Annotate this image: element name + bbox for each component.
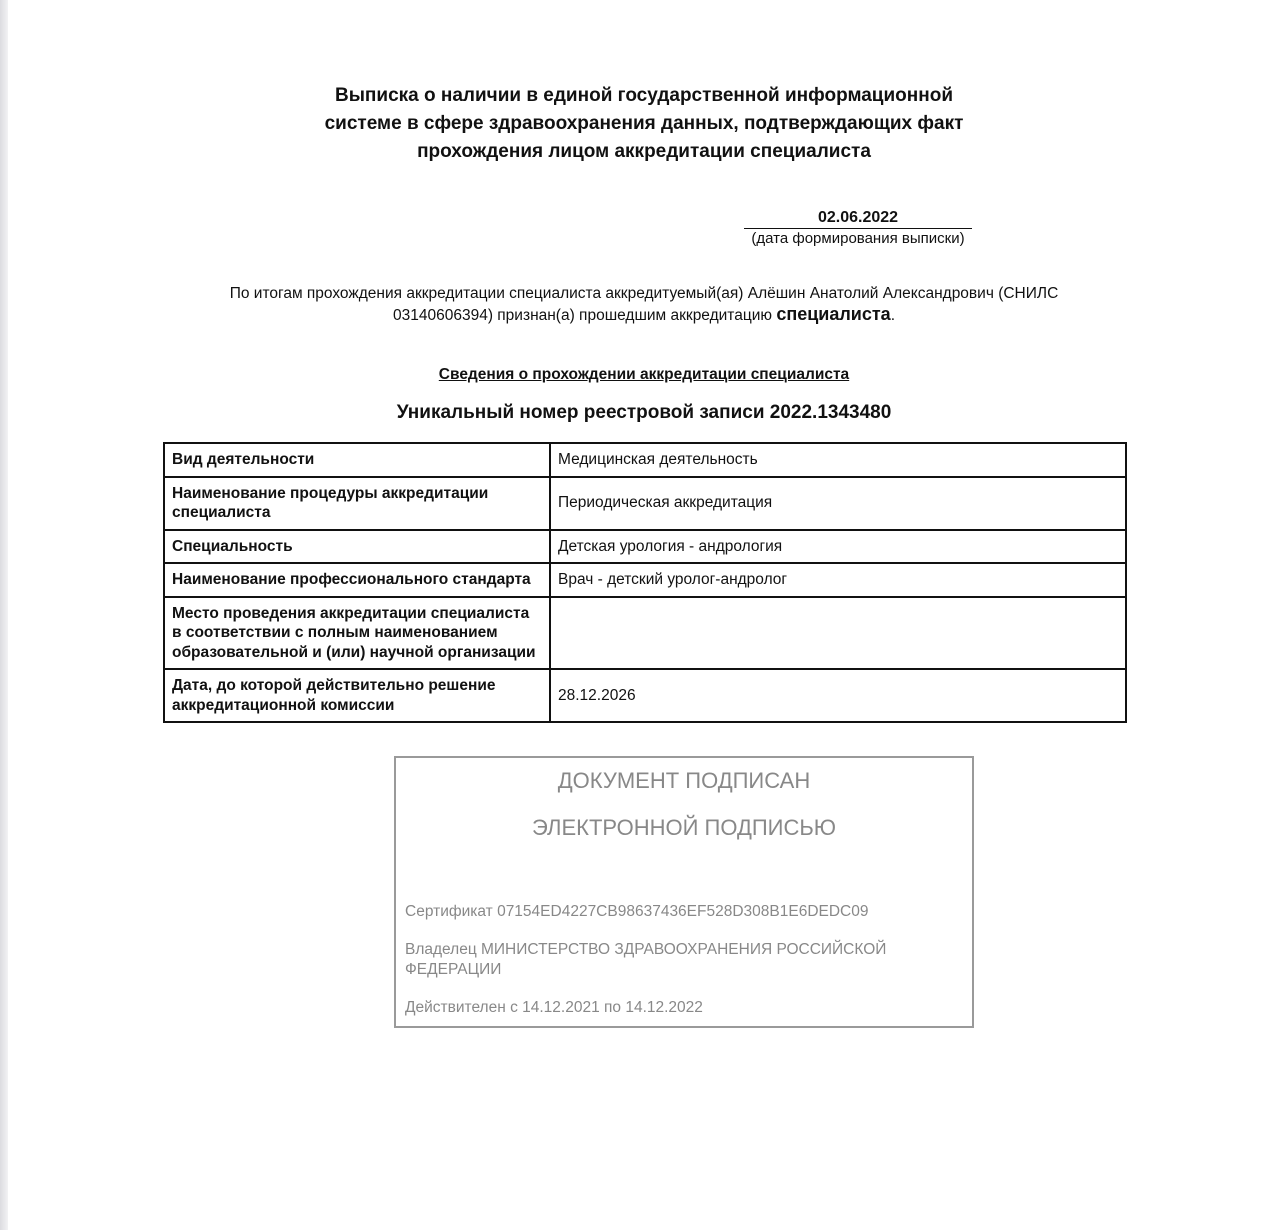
row-value: Медицинская деятельность [550,443,1126,477]
stamp-certificate: Сертификат 07154ED4227CB98637436EF528D308B1E6DEDC09 [405,903,869,920]
result-line-2-prefix: 03140606394) признан(а) прошедшим аккредитацию [393,307,777,324]
table-row [164,530,1126,564]
row-label: Наименование процедуры аккредитации специалиста [164,477,550,530]
title-line-3: прохождения лицом аккредитации специалиста [417,141,871,162]
row-value: 28.12.2026 [550,669,1126,722]
row-value: Периодическая аккредитация [550,477,1126,530]
table-row [164,597,1126,670]
table-row [164,563,1126,597]
row-label: Дата, до которой действительно решение аккредитационной комиссии [164,669,550,722]
date-block [740,208,976,249]
registry-number: Уникальный номер реестровой записи 2022.1343480 [396,402,892,423]
row-value [550,597,1126,670]
table-row [164,477,1126,530]
page-edge [0,0,8,1230]
result-line-1: По итогам прохождения аккредитации специалиста аккредитуемый(ая) Алёшин Анатолий Александрович (СНИЛС [229,285,1059,302]
row-label: Специальность [164,530,550,564]
document-page [8,0,1280,1230]
table-row [164,443,1126,477]
row-label: Наименование профессионального стандарта [164,563,550,597]
stamp-heading-2: ЭЛЕКТРОННОЙ ПОДПИСЬЮ [531,815,837,840]
row-label: Вид деятельности [164,443,550,477]
row-label: Место проведения аккредитации специалиста в соответствии с полным наименованием образовательной и (или) научной организации [164,597,550,670]
issue-date: 02.06.2022 [744,208,972,229]
document-title [8,82,1280,166]
result-line-2 [8,304,1280,326]
row-value: Детская урология - андрология [550,530,1126,564]
issue-date-caption: (дата формирования выписки) [751,230,965,247]
stamp-validity: Действителен с 14.12.2021 по 14.12.2022 [405,999,703,1016]
table-row [164,669,1126,722]
accreditation-table [163,442,1127,723]
row-value: Врач - детский уролог-андролог [550,563,1126,597]
stamp-owner: Владелец МИНИСТЕРСТВО ЗДРАВООХРАНЕНИЯ РОССИЙСКОЙ ФЕДЕРАЦИИ [405,941,887,978]
title-line-2: системе в сфере здравоохранения данных, подтверждающих факт [324,113,964,134]
signature-stamp [394,756,974,1028]
title-line-1: Выписка о наличии в единой государственной информационной [334,85,954,106]
result-statement [8,284,1280,326]
result-line-2-suffix: . [890,307,895,324]
result-line-2-bold: специалиста [776,304,891,324]
section-title: Сведения о прохождении аккредитации специалиста [438,366,850,383]
stamp-heading-1: ДОКУМЕНТ ПОДПИСАН [557,768,811,793]
